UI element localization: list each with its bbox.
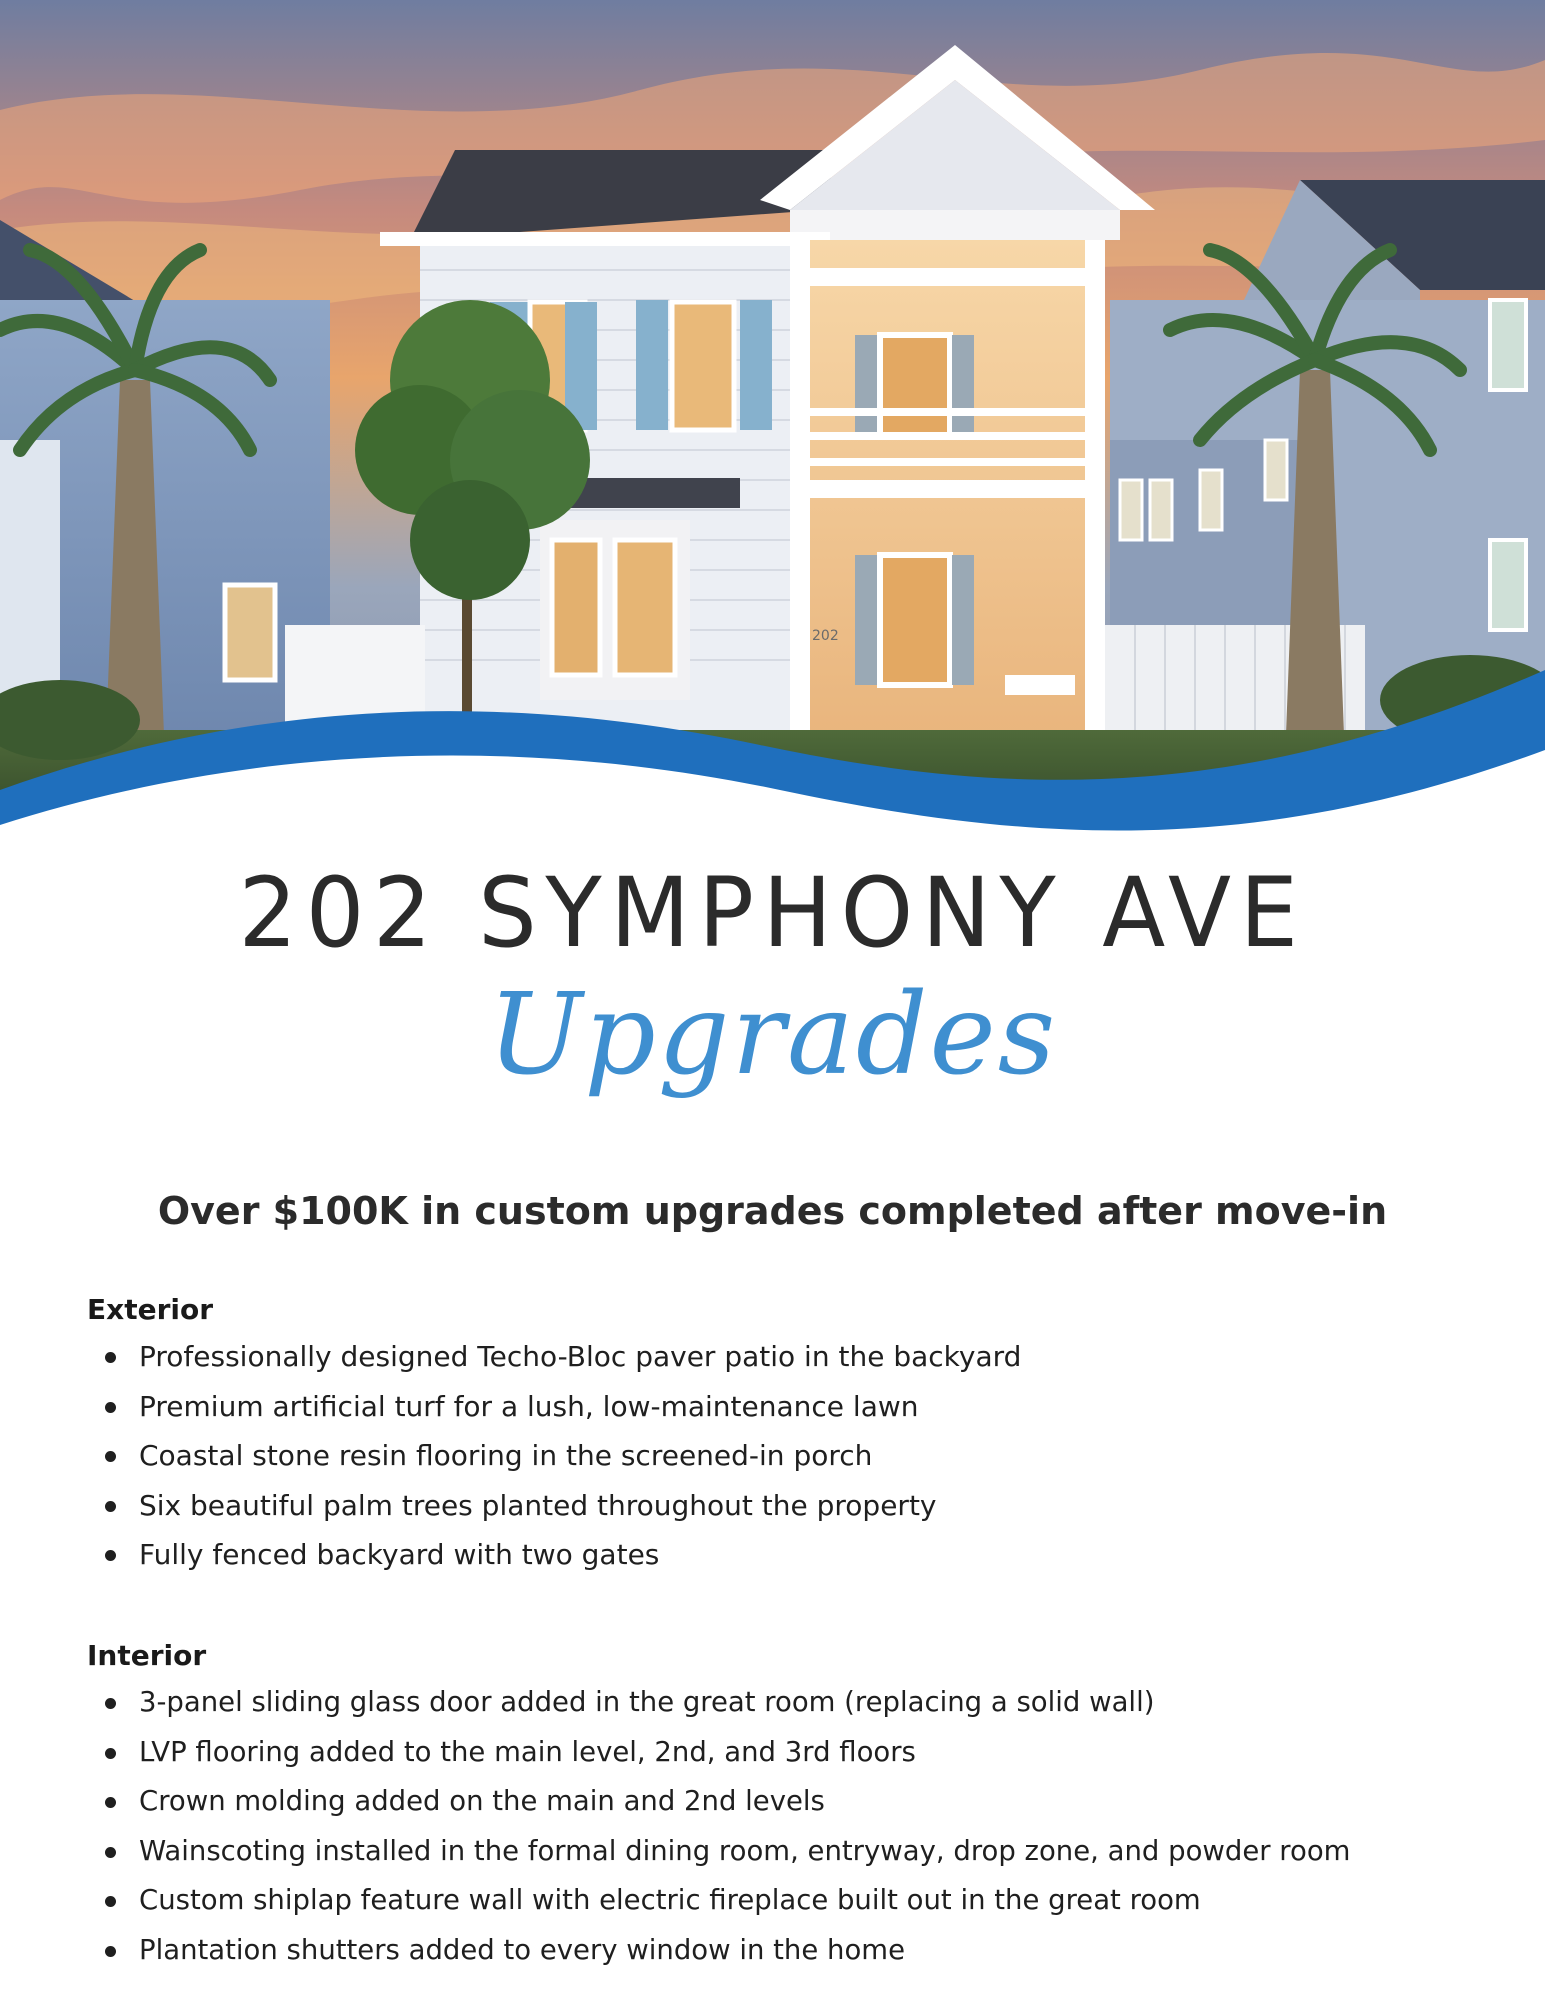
exterior-heading: Exterior <box>87 1293 214 1326</box>
exterior-section <box>87 1288 1507 1580</box>
list-item: Premium artificial turf for a lush, low-maintenance lawn <box>87 1382 1507 1432</box>
list-item: Plantation shutters added to every window in the home <box>87 1926 1507 1976</box>
list-item: Custom shiplap feature wall with electric fireplace built out in the great room <box>87 1876 1507 1926</box>
list-item: Coastal stone resin flooring in the screened-in porch <box>87 1431 1507 1481</box>
list-item: 3-panel sliding glass door added in the great room (replacing a solid wall) <box>87 1678 1507 1728</box>
tagline: Over $100K in custom upgrades completed after move-in <box>157 1189 1388 1233</box>
svg-text:202: 202 <box>812 628 839 644</box>
property-address: 202 SYMPHONY AVE <box>238 857 1307 969</box>
exterior-list <box>87 1332 1507 1580</box>
list-item: Fully fenced backyard with two gates <box>87 1530 1507 1580</box>
list-item: LVP flooring added to the main level, 2nd, and 3rd floors <box>87 1728 1507 1778</box>
interior-list <box>87 1678 1507 1975</box>
hero-photo <box>0 0 1545 840</box>
list-item: Professionally designed Techo-Bloc paver patio in the backyard <box>87 1332 1507 1382</box>
house-illustration <box>0 0 1545 840</box>
list-item: Six beautiful palm trees planted throughout the property <box>87 1481 1507 1531</box>
list-item: Wainscoting installed in the formal dining room, entryway, drop zone, and powder room <box>87 1827 1507 1877</box>
upgrades-script-title: Upgrades <box>487 970 1058 1100</box>
interior-heading: Interior <box>87 1639 207 1672</box>
list-item: Crown molding added on the main and 2nd levels <box>87 1777 1507 1827</box>
interior-section <box>87 1634 1507 1975</box>
